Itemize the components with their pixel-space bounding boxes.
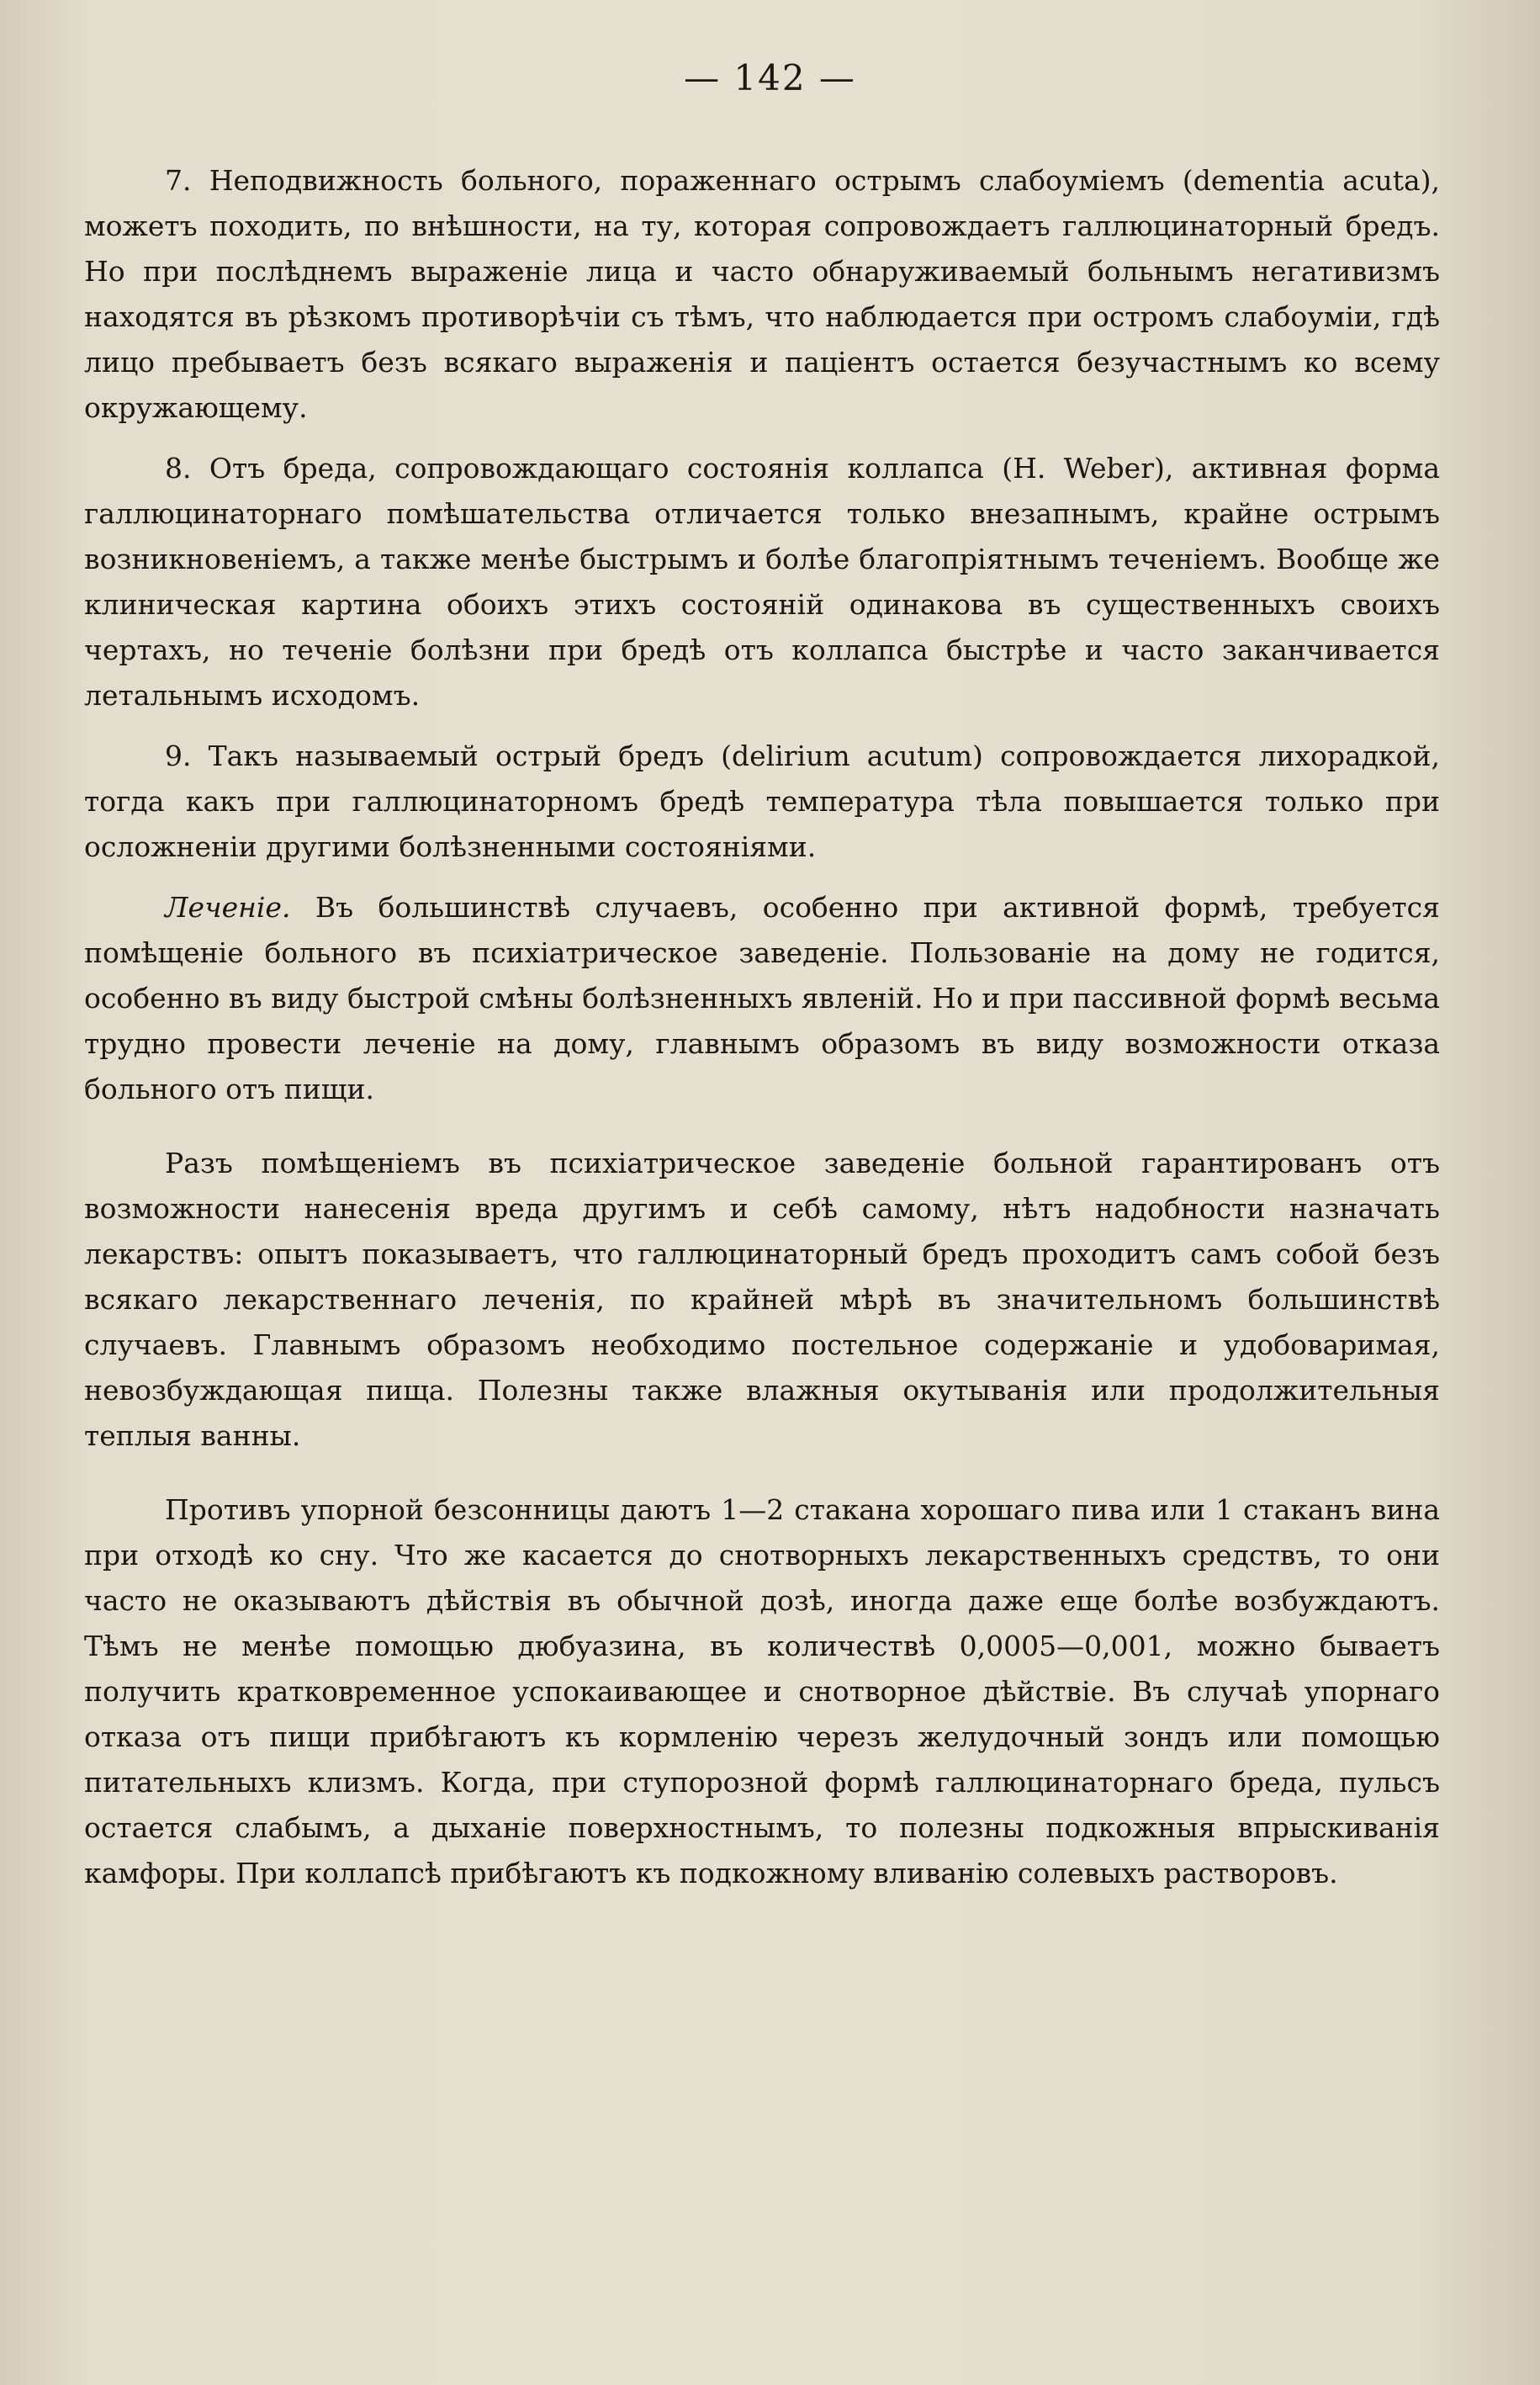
paragraph-7 bbox=[84, 158, 1440, 431]
paragraph-text: 9. Такъ называемый острый бредъ (delirium acutum) сопровождается лихорадкой, тогда какъ при галлюцинаторномъ бредѣ температура тѣла повышается только при осложненіи другими болѣзненными состояніями. bbox=[84, 739, 1440, 863]
section-heading-treatment: Леченіе. bbox=[165, 891, 291, 924]
paragraph-text: Въ большинствѣ случаевъ, особенно при активной формѣ, требуется помѣщеніе больного въ психіатрическое заведеніе. Пользованіе на дому не годится, особенно въ виду быстрой смѣны болѣзненныхъ явленій. Но и при пассивной формѣ весьма трудно провести леченіе на дому, главнымъ образомъ въ виду возможности отказа больного отъ пищи. bbox=[84, 891, 1440, 1105]
paragraph-text: 8. Отъ бреда, сопровождающаго состоянія коллапса (H. Weber), активная форма галлюцинаторнаго помѣшательства отличается только внезапнымъ, крайне острымъ возникновеніемъ, а также менѣе быстрымъ и болѣе благопріятнымъ теченіемъ. Вообще же клиническая картина обоихъ этихъ состояній одинакова въ существенныхъ своихъ чертахъ, но теченіе болѣзни при бредѣ отъ коллапса быстрѣе и часто заканчивается летальнымъ исходомъ. bbox=[84, 452, 1440, 712]
paragraph-text: Разъ помѣщеніемъ въ психіатрическое заведеніе больной гарантированъ отъ возможности нанесенія вреда другимъ и себѣ самому, нѣтъ надобности назначать лекарствъ: опытъ показываетъ, что галлюцинаторный бредъ проходитъ самъ собой безъ всякаго лекарственнаго леченія, по крайней мѣрѣ въ значительномъ большинствѣ случаевъ. Главнымъ образомъ необходимо постельное содержаніе и удобоваримая, невозбуждающая пища. Полезны также влажныя окутыванія или продолжительныя теплыя ванны. bbox=[84, 1147, 1440, 1452]
paragraph-9 bbox=[84, 734, 1440, 870]
body-text bbox=[84, 158, 1440, 1896]
paragraph-insomnia bbox=[84, 1487, 1440, 1896]
paragraph-hospital bbox=[84, 1141, 1440, 1459]
paragraph-8 bbox=[84, 446, 1440, 718]
paragraph-text: Противъ упорной безсонницы даютъ 1—2 стакана хорошаго пива или 1 стаканъ вина при отходѣ ко сну. Что же касается до снотворныхъ лекарственныхъ средствъ, то они часто не оказываютъ дѣйствія въ обычной дозѣ, иногда даже еще болѣе возбуждаютъ. Тѣмъ не менѣе помощью дюбуазина, въ количествѣ 0,0005—0,001, можно бываетъ получить кратковременное успокаивающее и снотворное дѣйствіе. Въ случаѣ упорнаго отказа отъ пищи прибѣгаютъ къ кормленію черезъ желудочный зондъ или помощью питательныхъ клизмъ. Когда, при ступорозной формѣ галлюцинаторнаго бреда, пульсъ остается слабымъ, а дыханіе поверхностнымъ, то полезны подкожныя впрыскиванія камфоры. При коллапсѣ прибѣгаютъ къ подкожному вливанію солевыхъ растворовъ. bbox=[84, 1493, 1440, 1889]
page-number: — 142 — bbox=[684, 57, 856, 98]
paragraph-treatment bbox=[84, 885, 1440, 1112]
paragraph-text: 7. Неподвижность больного, пораженнаго острымъ слабоуміемъ (dementia acuta), можетъ походить, по внѣшности, на ту, которая сопровождаетъ галлюцинаторный бредъ. Но при послѣднемъ выраженіе лица и часто обнаруживаемый больнымъ негативизмъ находятся въ рѣзкомъ противорѣчіи съ тѣмъ, что наблюдается при остромъ слабоуміи, гдѣ лицо пребываетъ безъ всякаго выраженія и паціентъ остается безучастнымъ ко всему окружающему. bbox=[84, 164, 1440, 424]
